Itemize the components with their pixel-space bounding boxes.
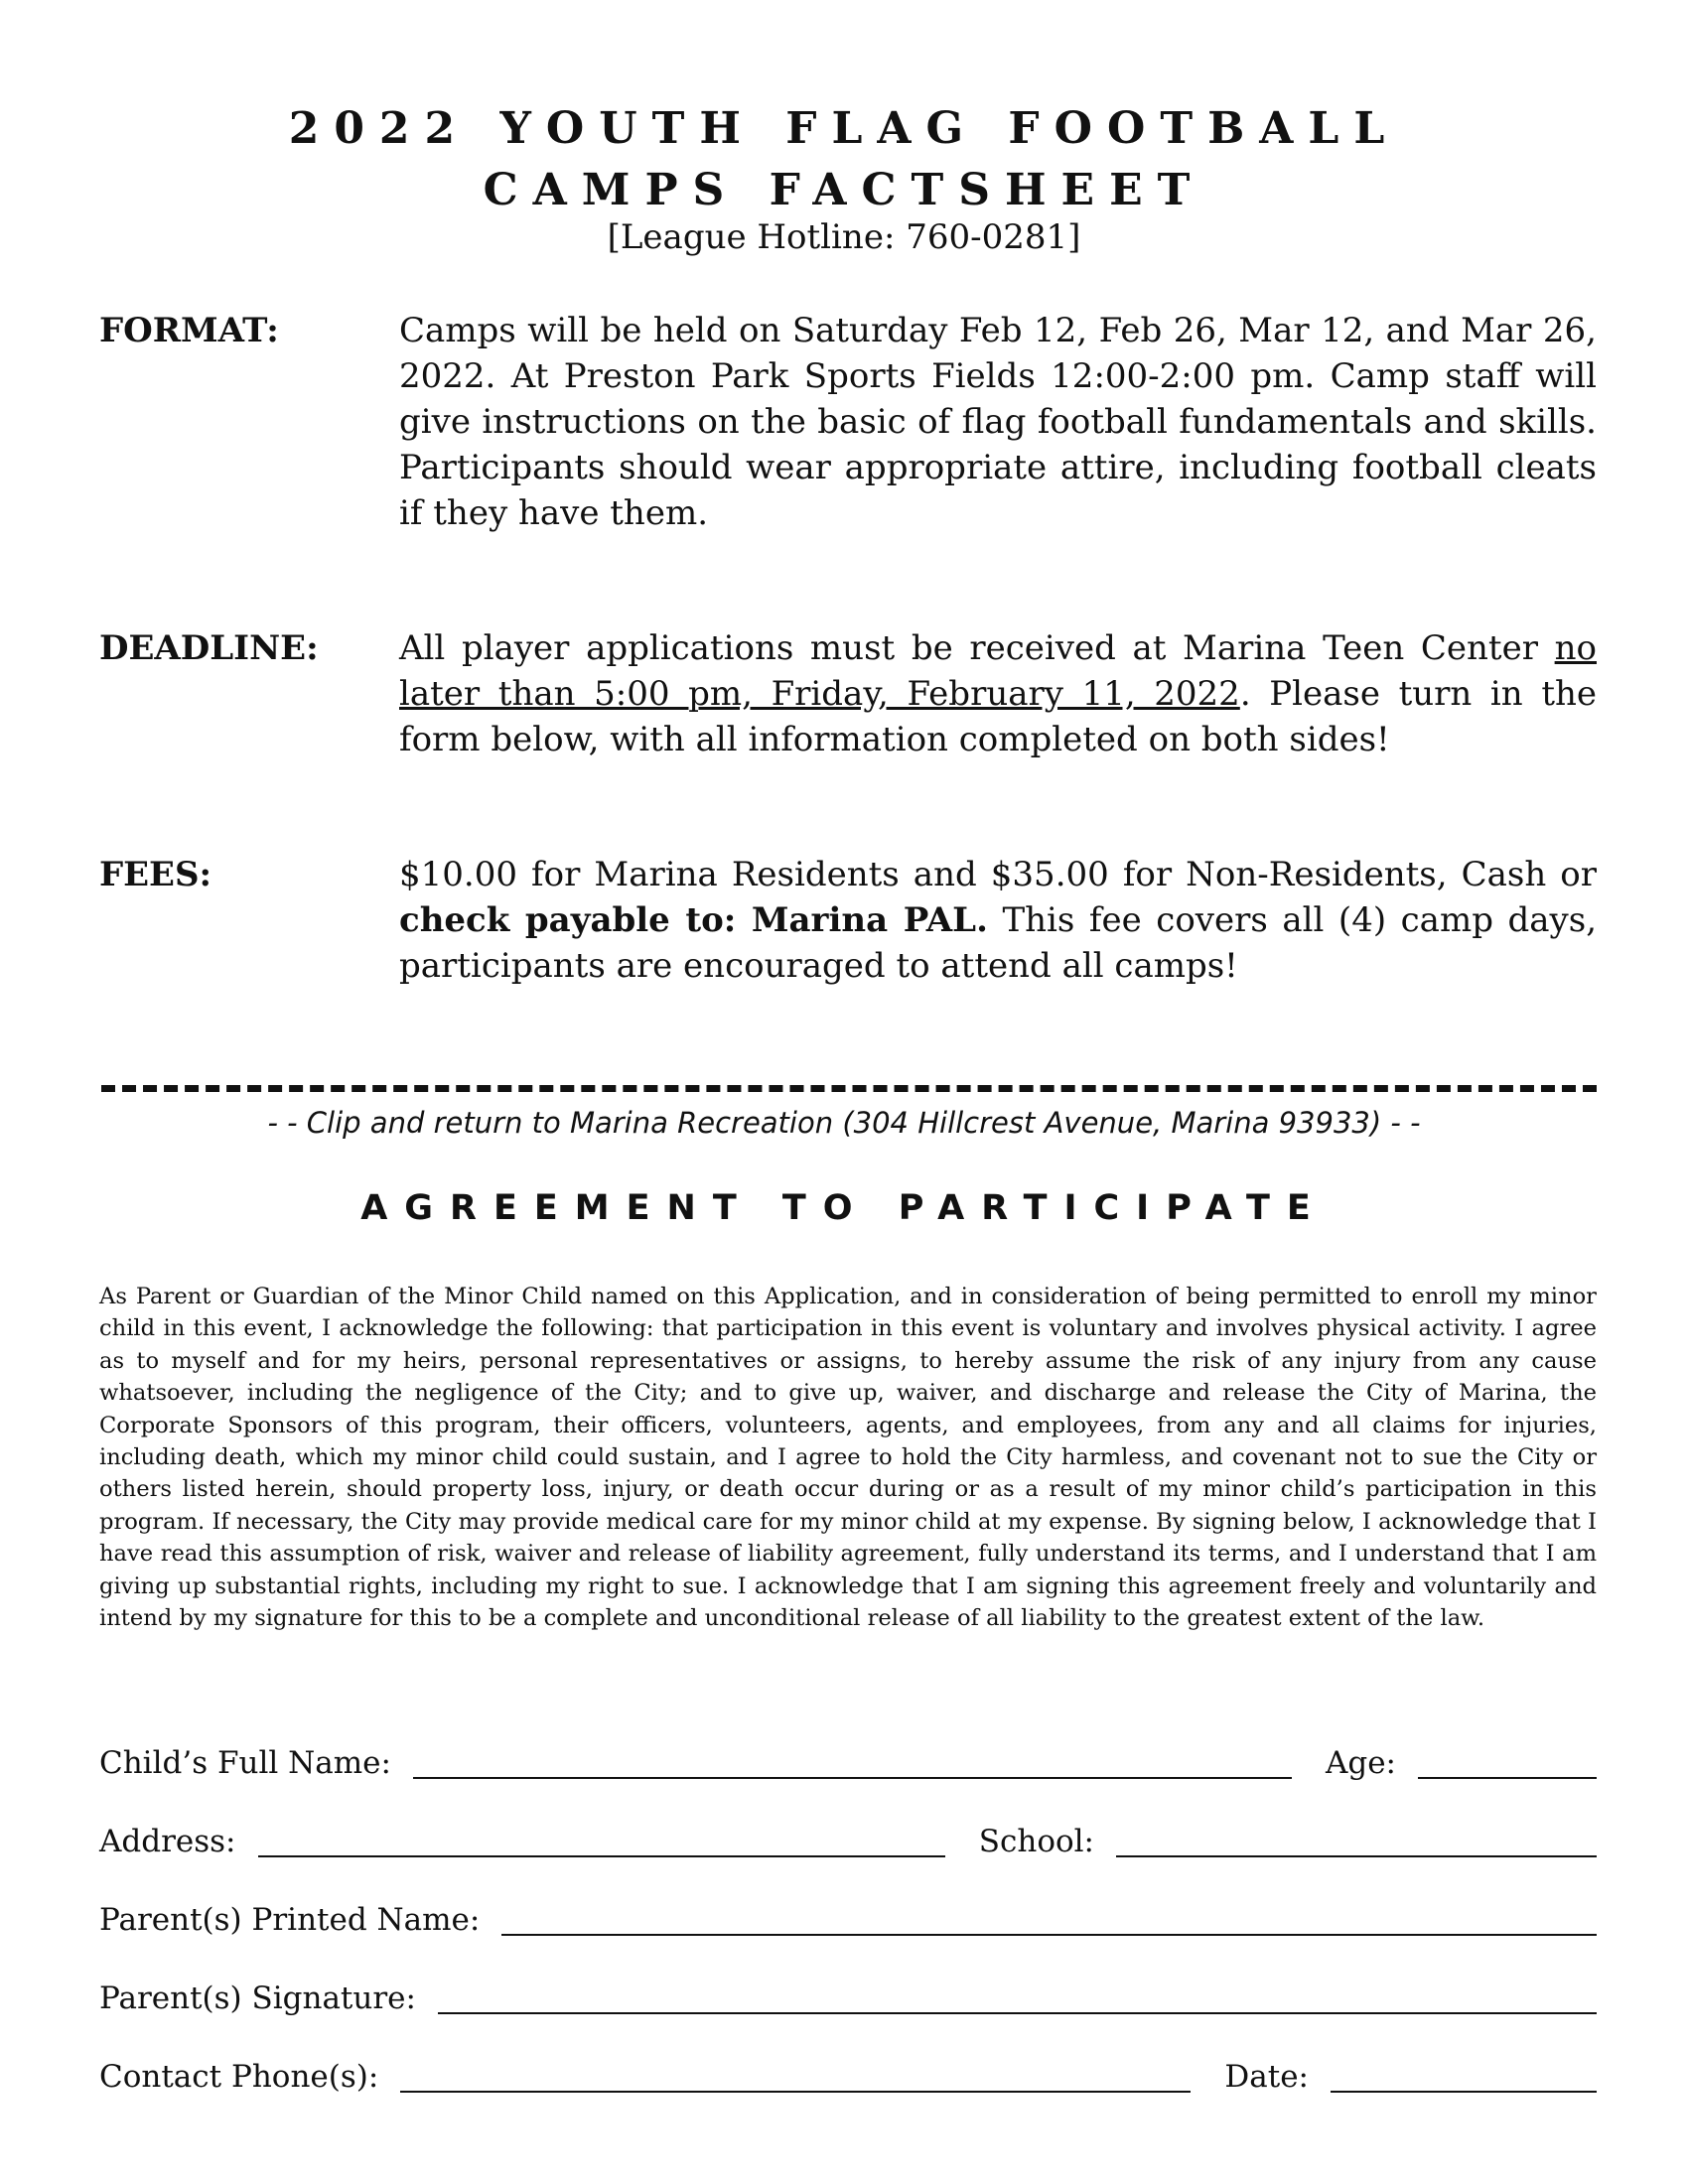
deadline-label: DEADLINE: bbox=[99, 628, 319, 668]
school-field[interactable] bbox=[1116, 1855, 1597, 1857]
fees-payable-bold: check payable to: Marina PAL. bbox=[399, 900, 988, 940]
format-text: Camps will be held on Saturday Feb 12, Feb 26, Mar 12, and Mar 26, 2022. At Preston Park Sports Fields 12:00-2:00 pm. Camp staff will give instructions on the basic of flag football fundamentals and skills. Participants should wear appropriate attire, including football cleats if they have them. bbox=[399, 311, 1597, 533]
fees-text bbox=[399, 852, 1597, 989]
format-label: FORMAT: bbox=[99, 311, 279, 350]
deadline-text-before: All player applications must be received at Marina Teen Center bbox=[399, 628, 1555, 668]
contact-phone-label: Contact Phone(s): bbox=[99, 2059, 379, 2095]
form-row-parent-signature bbox=[99, 1975, 1597, 2018]
title-line-1: 2022 YOUTH FLAG FOOTBALL bbox=[288, 103, 1400, 154]
agreement-text: As Parent or Guardian of the Minor Child named on this Application, and in consideration of being permitted to enroll my minor child in this event, I acknowledge the following: that participation in this event is voluntary and involves physical activity. I agree as to myself and for my heirs, personal representatives or assigns, to hereby assume the risk of any injury from any cause whatsoever, including the negligence of the City; and to give up, waiver, and discharge and release the City of Marina, the Corporate Sponsors of this program, their officers, volunteers, agents, and employees, from any and all claims for injuries, including death, which my minor child could sustain, and I agree to hold the City harmless, and covenant not to sue the City or others listed herein, should property loss, injury, or death occur during or as a result of my minor child’s participation in this program. If necessary, the City may provide medical care for my minor child at my expense. By signing below, I acknowledge that I have read this assumption of risk, waiver and release of liability agreement, fully understand its terms, and I understand that I am giving up substantial rights, including my right to sue. I acknowledge that I am signing this agreement freely and voluntarily and intend by my signature for this to be a complete and unconditional release of all liability to the greatest extent of the law. bbox=[99, 1284, 1597, 1632]
date-field[interactable] bbox=[1331, 2091, 1597, 2093]
address-label: Address: bbox=[99, 1824, 236, 1859]
fees-label: FEES: bbox=[99, 855, 212, 894]
fees-text-before: $10.00 for Marina Residents and $35.00 for Non-Residents, Cash or bbox=[399, 855, 1597, 894]
parent-name-label: Parent(s) Printed Name: bbox=[99, 1902, 481, 1938]
deadline-date-underlined: no later than 5:00 pm, Friday, February 11, 2022 bbox=[399, 628, 1597, 714]
form-row-contact bbox=[99, 2053, 1597, 2097]
deadline-text bbox=[399, 625, 1597, 762]
fees-text-after: This fee covers all (4) camp days, participants are encouraged to attend all camps! bbox=[399, 900, 1597, 986]
child-name-label: Child’s Full Name: bbox=[99, 1745, 391, 1781]
school-label: School: bbox=[978, 1824, 1094, 1859]
clip-dashed-line bbox=[101, 1085, 1597, 1092]
parent-name-field[interactable] bbox=[501, 1934, 1597, 1936]
deadline-text-after: . Please turn in the form below, with all information completed on both sides! bbox=[399, 674, 1597, 759]
agreement-title: AGREEMENT TO PARTICIPATE bbox=[360, 1188, 1328, 1228]
clip-return-note: - - Clip and return to Marina Recreation (304 Hillcrest Avenue, Marina 93933) - - bbox=[267, 1106, 1421, 1140]
parent-signature-field[interactable] bbox=[438, 2012, 1597, 2014]
age-field[interactable] bbox=[1418, 1777, 1597, 1779]
form-row-address bbox=[99, 1818, 1597, 1861]
form-row-parent-name bbox=[99, 1896, 1597, 1940]
date-label: Date: bbox=[1224, 2059, 1309, 2095]
child-name-field[interactable] bbox=[413, 1777, 1292, 1779]
age-label: Age: bbox=[1325, 1745, 1396, 1781]
contact-phone-field[interactable] bbox=[400, 2091, 1191, 2093]
parent-signature-label: Parent(s) Signature: bbox=[99, 1980, 416, 2016]
address-field[interactable] bbox=[258, 1855, 945, 1857]
form-row-child bbox=[99, 1739, 1597, 1783]
title-line-2: CAMPS FACTSHEET bbox=[483, 165, 1205, 215]
league-hotline: [League Hotline: 760-0281] bbox=[607, 217, 1081, 257]
